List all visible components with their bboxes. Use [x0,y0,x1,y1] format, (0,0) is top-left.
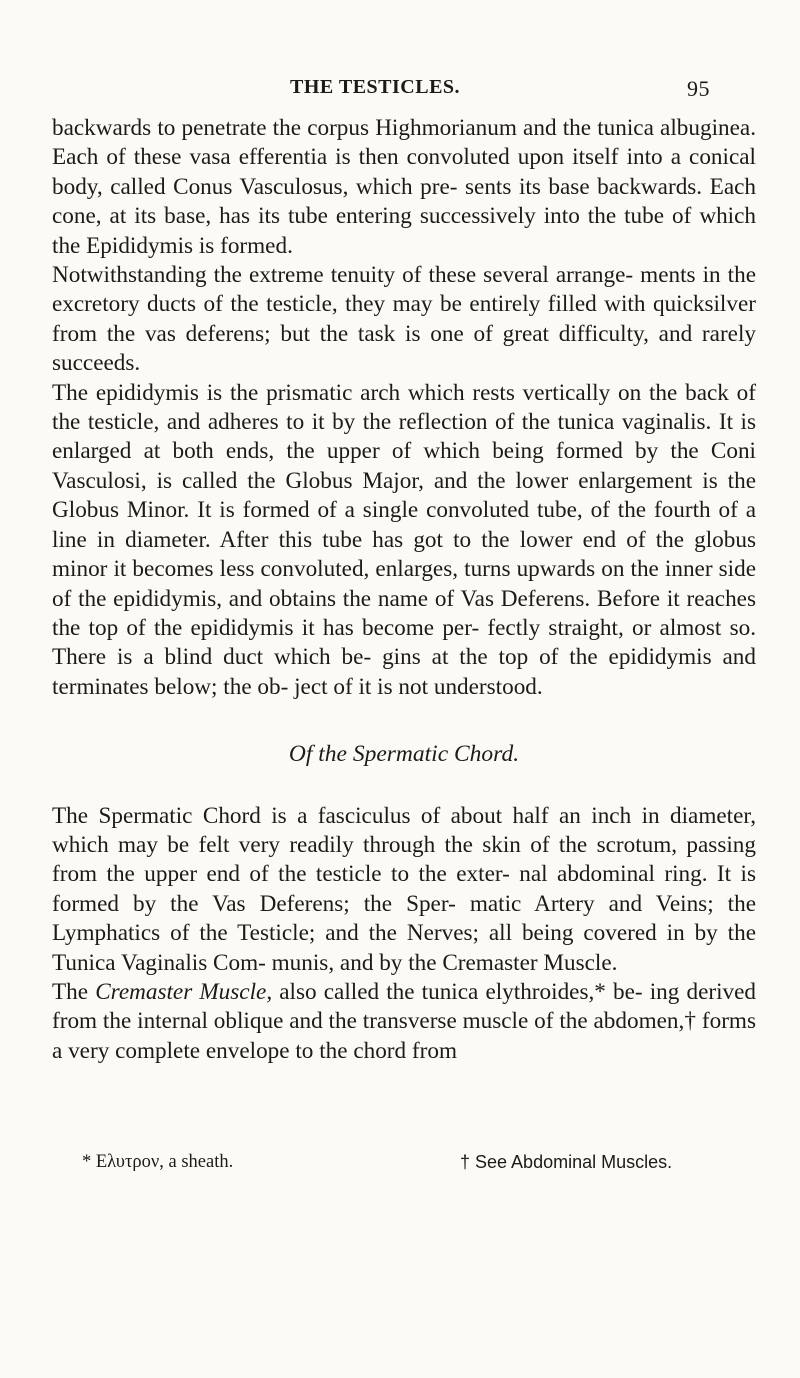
page-number: 95 [687,76,710,101]
footnotes [82,1152,692,1182]
footnote-2: † See Abdominal Muscles. [460,1152,673,1172]
running-title: THE TESTICLES. [290,76,461,98]
paragraph-4: The Spermatic Chord is a fasciculus of about half an inch in diameter, which may be felt very readily through the skin of the scrotum, passing from the upper end of the testicle to the exter- nal abdominal ring. It is formed by the Vas Deferens; the Sper- matic Artery and Veins; the Lymphatics of the Testicle; and the Nerves; all being covered in by the Tunica Vaginalis Com- munis, and by the Cremaster Muscle. [52,802,756,976]
paragraph-5-italic: Cremaster Muscle, [95,978,273,1005]
paragraph-5-rest: also called the tunica elythroides,* be- ing derived from the internal oblique and the transverse muscle of the abdomen,† forms a very complete envelope to the chord from [52,978,757,1064]
paragraph-5 [52,978,756,1066]
paragraph-1: backwards to penetrate the corpus Highmorianum and the tunica albuginea. Each of these vasa efferentia is then convoluted upon itself into a conical body, called Conus Vasculosus, which pre- sents its base backwards. Each cone, at its base, has its tube entering successively into the tube of which the Epididymis is formed. [52,115,756,259]
footnote-1: * Ελυτρον, a sheath. [82,1152,234,1172]
paragraph-3: The epididymis is the prismatic arch which rests vertically on the back of the testicle, and adheres to it by the reflection of the tunica vaginalis. It is enlarged at both ends, the upper of which being formed by the Coni Vasculosi, is called the Globus Major, and the lower enlargement is the Globus Minor. It is formed of a single convoluted tube, of the fourth of a line in diameter. After this tube has got to the lower end of the globus minor it becomes less convoluted, enlarges, turns upwards on the inner side of the epididymis, and obtains the name of Vas Deferens. Before it reaches the top of the epididymis it has become per- fectly straight, or almost so. There is a blind duct which be- gins at the top of the epididymis and terminates below; the ob- ject of it is not understood. [52,379,756,700]
running-header [290,76,710,106]
paragraph-2: Notwithstanding the extreme tenuity of these several arrange- ments in the excretory ducts of the testicle, they may be entirely filled with quicksilver from the vas deferens; but the task is one of great difficulty, and rarely succeeds. [52,262,756,377]
section-heading: Of the Spermatic Chord. [288,741,520,768]
body-text [52,114,756,1066]
paragraph-5-lead: The [52,978,96,1005]
